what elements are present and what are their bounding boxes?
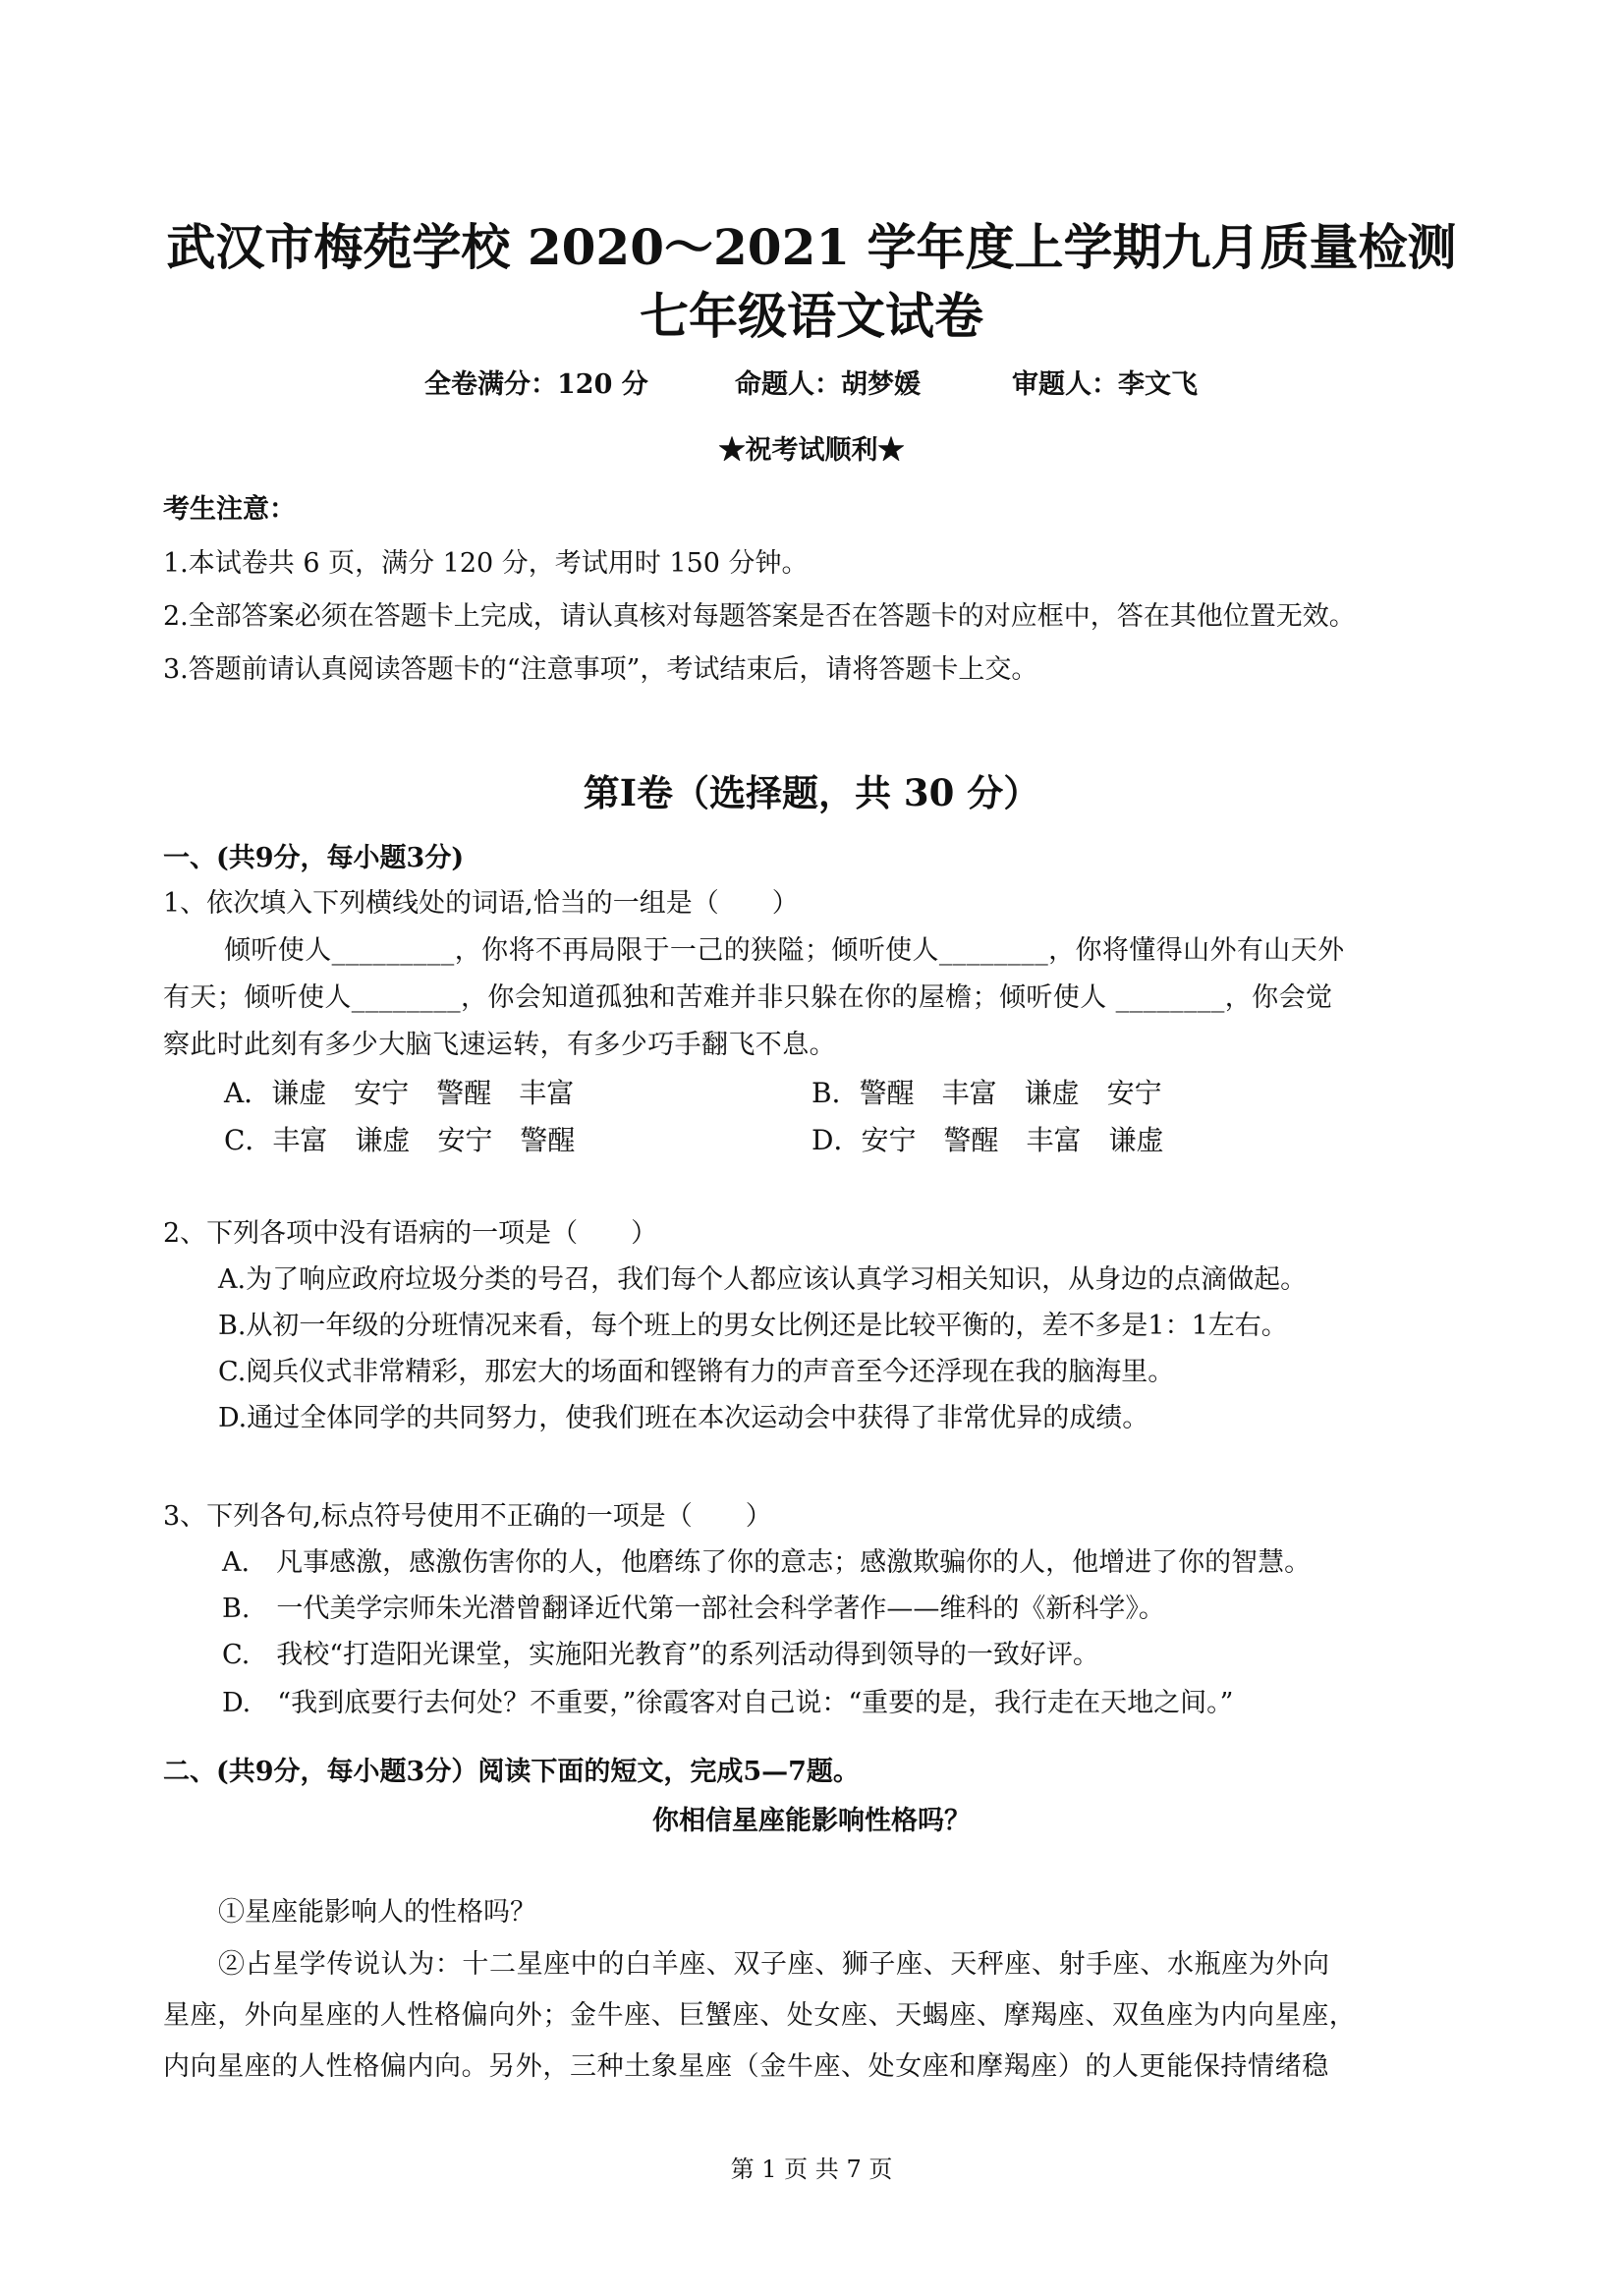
- article-line: 内向星座的人性格偏内向。另外，三种土象星座（金牛座、处女座和摩羯座）的人更能保持情绪稳: [163, 2051, 1329, 2082]
- question-2-option-b: B.从初一年级的分班情况来看，每个班上的男女比例还是比较平衡的，差不多是1：1左右。: [218, 1311, 1288, 1341]
- section-title: 第Ⅰ卷（选择题，共 30 分）: [583, 771, 1040, 814]
- question-1-option-a: A．谦虚 安宁 警醒 丰富: [224, 1077, 575, 1109]
- exam-title-line1: 武汉市梅苑学校 2020～2021 学年度上学期九月质量检测: [166, 218, 1457, 276]
- question-2-option-c: C.阅兵仪式非常精彩，那宏大的场面和铿锵有力的声音至今还浮现在我的脑海里。: [218, 1357, 1175, 1387]
- question-3-option-d: D. “我到底要行去何处？不重要，”徐霞客对自己说：“重要的是，我行走在天地之间。”: [222, 1688, 1234, 1718]
- question-1-stem: 1、依次填入下列横线处的词语,恰当的一组是（ ）: [163, 888, 799, 919]
- question-2-option-d: D.通过全体同学的共同努力，使我们班在本次运动会中获得了非常优异的成绩。: [218, 1403, 1149, 1433]
- notice-item: 2.全部答案必须在答题卡上完成，请认真核对每题答案是否在答题卡的对应框中，答在其他位置无效。: [163, 601, 1356, 632]
- article-line: ①星座能影响人的性格吗？: [218, 1897, 536, 1928]
- notice-item: 3.答题前请认真阅读答题卡的“注意事项”，考试结束后，请将答题卡上交。: [163, 654, 1038, 685]
- page-number: 第 1 页 共 7 页: [730, 2156, 893, 2183]
- question-1-passage-line: 倾听使人_________，你将不再局限于一己的狭隘；倾听使人________，你将懂得山外有山天外: [224, 935, 1345, 966]
- question-1-passage-line: 有天；倾听使人________，你会知道孤独和苦难并非只躲在你的屋檐；倾听使人 ________，你会觉: [163, 982, 1333, 1013]
- question-3-option-b: B. 一代美学宗师朱光潜曾翻译近代第一部社会科学著作——维科的《新科学》。: [222, 1594, 1165, 1624]
- good-luck-wish: ★祝考试顺利★: [718, 435, 905, 466]
- question-2-option-a: A.为了响应政府垃圾分类的号召，我们每个人都应该认真学习相关知识，从身边的点滴做起。: [218, 1264, 1308, 1295]
- question-2-stem: 2、下列各项中没有语病的一项是（ ）: [163, 1218, 658, 1249]
- part1-heading: 一、(共9分，每小题3分): [163, 843, 465, 873]
- article-line: ②占星学传说认为：十二星座中的白羊座、双子座、狮子座、天秤座、射手座、水瓶座为外向: [218, 1949, 1330, 1980]
- notice-heading: 考生注意：: [163, 494, 296, 525]
- question-3-option-c: C. 我校“打造阳光课堂，实施阳光教育”的系列活动得到领导的一致好评。: [222, 1640, 1099, 1670]
- question-1-option-d: D．安宁 警醒 丰富 谦虚: [812, 1124, 1164, 1156]
- question-3-stem: 3、下列各句,标点符号使用不正确的一项是（ ）: [163, 1501, 772, 1532]
- notice-item: 1.本试卷共 6 页，满分 120 分，考试用时 150 分钟。: [163, 548, 809, 579]
- article-line: 星座，外向星座的人性格偏向外；金牛座、巨蟹座、处女座、天蝎座、摩羯座、双鱼座为内向星座，: [163, 2000, 1357, 2031]
- exam-title-line2: 七年级语文试卷: [640, 287, 983, 345]
- exam-author: 命题人：胡梦媛: [735, 369, 921, 400]
- question-1-passage-line: 察此时此刻有多少大脑飞速运转，有多少巧手翻飞不息。: [163, 1030, 836, 1060]
- full-score: 全卷满分：120 分: [424, 369, 648, 400]
- exam-reviewer: 审题人：李文飞: [1012, 369, 1198, 400]
- question-1-option-c: C．丰富 谦虚 安宁 警醒: [224, 1124, 576, 1156]
- question-3-option-a: A. 凡事感激，感激伤害你的人，他磨练了你的意志；感激欺骗你的人，他增进了你的智慧。: [222, 1547, 1312, 1578]
- article-title: 你相信星座能影响性格吗？: [652, 1806, 971, 1836]
- part2-heading: 二、(共9分，每小题3分）阅读下面的短文，完成5—7题。: [163, 1757, 860, 1787]
- question-1-option-b: B．警醒 丰富 谦虚 安宁: [812, 1077, 1162, 1109]
